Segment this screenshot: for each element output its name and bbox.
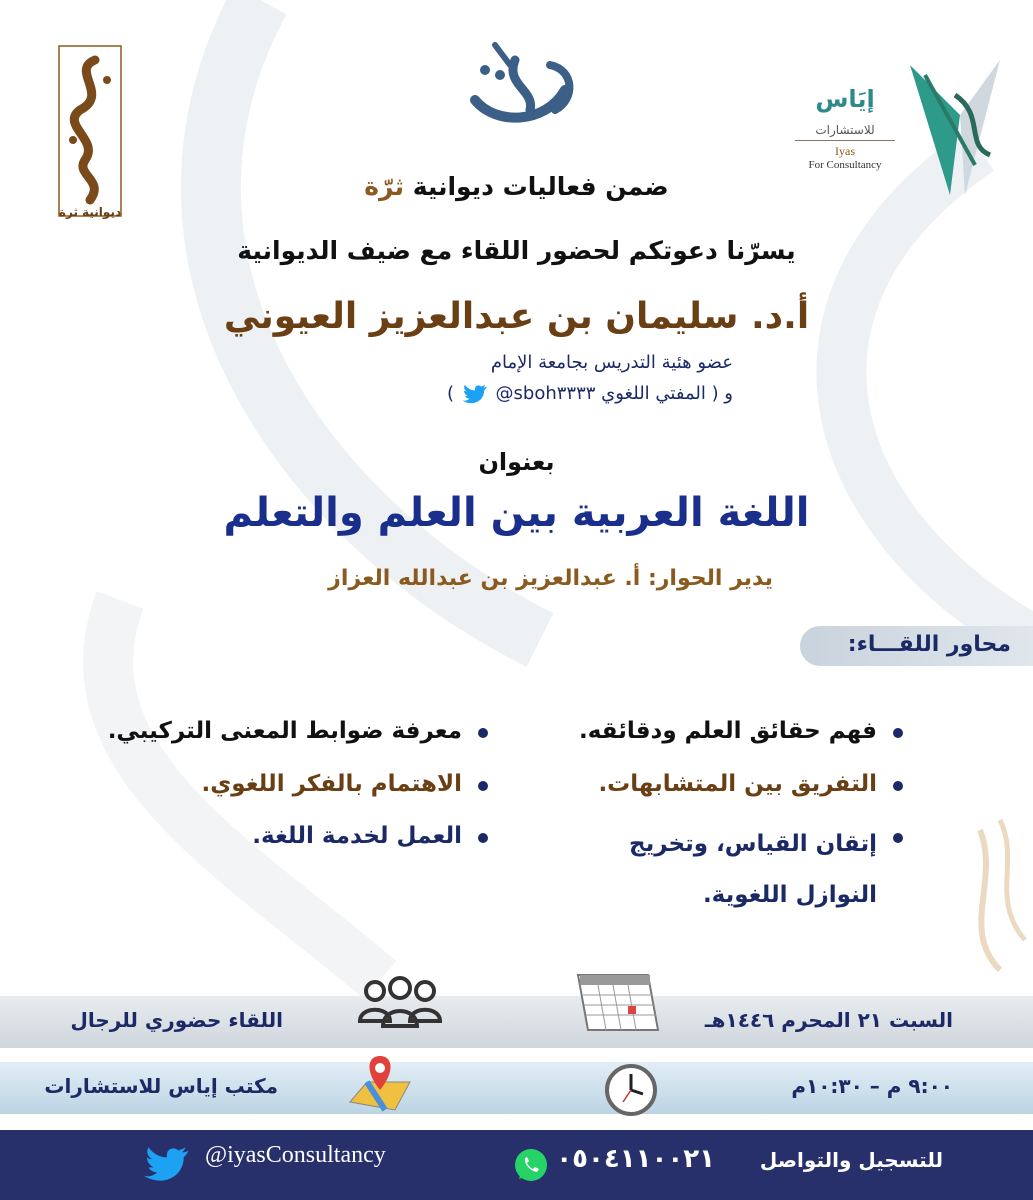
- speaker-handle[interactable]: @sboh٣٣٣٣: [495, 383, 596, 404]
- speaker-role-suffix: ): [447, 383, 455, 404]
- iyas-english: Iyas: [835, 144, 855, 158]
- title-label: بعنوان: [478, 448, 555, 476]
- twitter-icon: [142, 1142, 192, 1186]
- iyas-logo-text: [785, 85, 905, 185]
- speaker-role-prefix: و ( المفتي اللغوي: [601, 383, 733, 404]
- register-label: للتسجيل والتواصل: [759, 1148, 943, 1172]
- moderator-name: أ. عبدالعزيز بن عبدالله العزاز: [328, 566, 641, 591]
- twitter-handle[interactable]: @iyasConsultancy: [205, 1142, 386, 1168]
- events-line: [0, 172, 1033, 201]
- iyas-english-sub: For Consultancy: [808, 159, 882, 171]
- thurrah-caption: ديوانية ثرة: [58, 205, 122, 219]
- event-date: السبت ٢١ المحرم ١٤٤٦هـ: [704, 1008, 953, 1032]
- list-item: التفريق بين المتشابهات.: [573, 767, 903, 802]
- list-item: الاهتمام بالفكر اللغوي.: [68, 767, 488, 802]
- iyas-sub-arabic: للاستشارات: [815, 123, 875, 137]
- list-item: العمل لخدمة اللغة.: [68, 819, 488, 854]
- whatsapp-icon: [512, 1146, 550, 1184]
- speaker-role: [300, 383, 733, 405]
- footer-bar: [0, 1130, 1033, 1200]
- axes-left-column: [68, 714, 488, 872]
- clock-icon: [603, 1062, 659, 1118]
- event-location: مكتب إياس للاستشارات: [44, 1074, 278, 1098]
- info-band-date: [0, 996, 1033, 1048]
- event-time: ٩:٠٠ م – ١٠:٣٠م: [791, 1074, 953, 1098]
- moderator: [240, 566, 773, 591]
- dawah-logo: [455, 30, 595, 140]
- list-item: فهم حقائق العلم ودقائقه.: [573, 714, 903, 749]
- info-band-time: [0, 1062, 1033, 1114]
- iyas-arabic: إيَاس: [815, 85, 875, 113]
- list-item: إتقان القياس، وتخريج النوازل اللغوية.: [573, 819, 903, 920]
- invitation-line: يسرّنا دعوتكم لحضور اللقاء مع ضيف الديوانية: [237, 236, 796, 265]
- twitter-icon: [460, 383, 490, 405]
- events-brand: ثرّة: [364, 172, 404, 201]
- people-icon: [355, 976, 445, 1036]
- lecture-title: اللغة العربية بين العلم والتعلم: [223, 490, 810, 536]
- phone-number[interactable]: ٠٥٠٤١١٠٠٢١: [556, 1144, 715, 1174]
- list-item: معرفة ضوابط المعنى التركيبي.: [68, 714, 488, 749]
- attendance-note: اللقاء حضوري للرجال: [70, 1008, 283, 1032]
- map-pin-icon: [345, 1052, 415, 1116]
- speaker-affiliation: عضو هئية التدريس بجامعة الإمام: [490, 352, 733, 373]
- moderator-label: يدير الحوار:: [647, 566, 773, 591]
- calendar-icon: [568, 970, 668, 1040]
- speaker-name: أ.د. سليمان بن عبدالعزيز العيوني: [223, 296, 810, 337]
- axes-right-column: [573, 714, 903, 938]
- axes-header: [800, 626, 1033, 666]
- axes-label: محاور اللقـــاء:: [847, 632, 1011, 657]
- events-prefix: ضمن فعاليات ديوانية: [412, 172, 669, 201]
